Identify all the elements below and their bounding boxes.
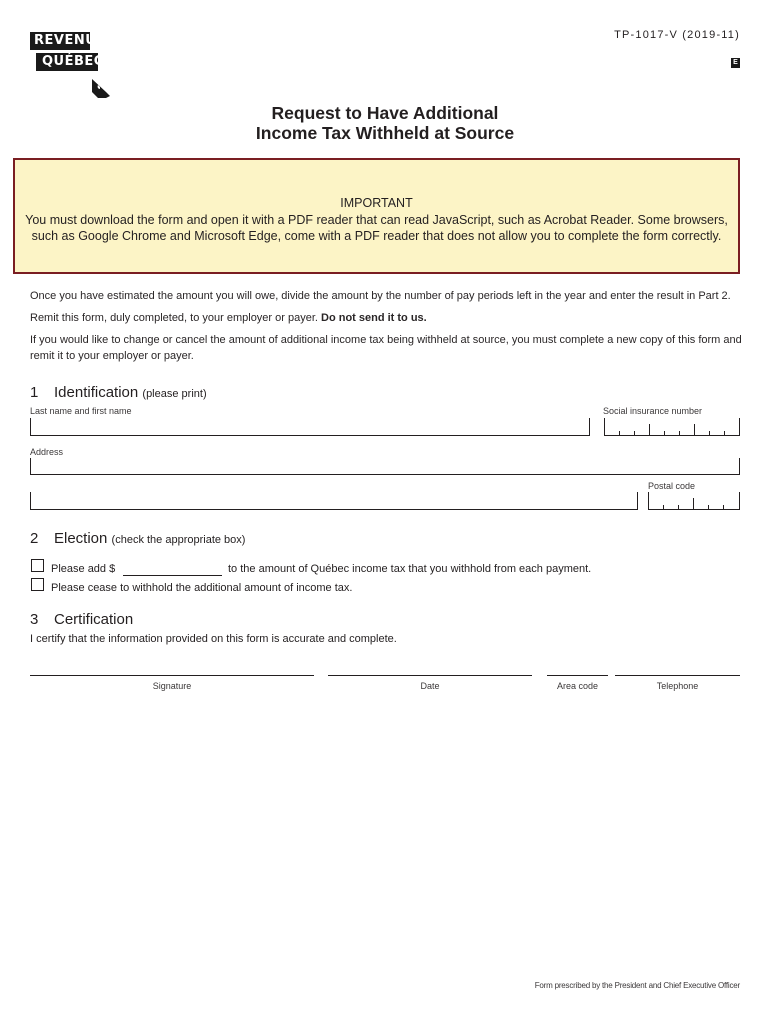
form-number: TP-1017-V (2019-11) — [614, 29, 740, 41]
title-line-1: Request to Have Additional — [271, 103, 499, 123]
instruction-remit-text: Remit this form, duly completed, to your employer or payer. — [30, 312, 322, 324]
sin-field[interactable] — [604, 418, 740, 436]
add-amount-checkbox[interactable] — [31, 559, 44, 572]
page-title — [0, 103, 770, 143]
fleur-de-lis-icon — [92, 70, 114, 98]
logo-revenu: REVENU — [30, 32, 90, 50]
date-field[interactable] — [328, 675, 532, 676]
section-2-number: 2 — [30, 530, 39, 547]
section-1-number: 1 — [30, 384, 39, 401]
telephone-field[interactable] — [615, 675, 740, 676]
add-amount-prefix: Please add $ — [51, 563, 116, 575]
footer-text: Form prescribed by the President and Chief Executive Officer — [534, 981, 740, 990]
date-label: Date — [420, 681, 440, 691]
add-amount-input[interactable] — [123, 575, 222, 576]
add-amount-suffix: to the amount of Québec income tax that you withhold from each payment. — [228, 563, 592, 575]
sin-label: Social insurance number — [603, 406, 703, 416]
title-line-2: Income Tax Withheld at Source — [255, 123, 515, 143]
important-text: You must download the form and open it with a PDF reader that can read JavaScript, such as Acrobat Reader. Some browsers, such as Google Chrome and Microsoft Edge, come with a PDF reader that does not allow you to complete the form correctly. — [25, 213, 728, 243]
address-label: Address — [30, 447, 64, 457]
postal-code-field[interactable] — [648, 492, 740, 510]
section-1-subtitle: (please print) — [142, 388, 207, 400]
name-field[interactable] — [30, 418, 590, 436]
section-1-heading — [30, 384, 207, 401]
section-2-heading — [30, 530, 245, 547]
address-field-line1[interactable] — [30, 458, 740, 475]
section-3-number: 3 — [30, 611, 39, 628]
area-code-label: Area code — [556, 681, 599, 691]
important-heading: IMPORTANT — [340, 196, 413, 210]
instruction-remit — [30, 310, 742, 326]
important-notice — [13, 158, 740, 274]
address-field-line2[interactable] — [30, 492, 638, 510]
certification-statement: I certify that the information provided on this form is accurate and complete. — [30, 633, 397, 645]
postal-code-label: Postal code — [648, 481, 696, 491]
language-badge: E — [731, 58, 740, 68]
logo-quebec: QUÉBEC — [36, 53, 98, 71]
section-2-subtitle: (check the appropriate box) — [111, 534, 246, 546]
section-3-heading — [30, 611, 133, 628]
cease-checkbox[interactable] — [31, 578, 44, 591]
instruction-change: If you would like to change or cancel the amount of additional income tax being withheld at source, you must complete a new copy of this form and remit it to your employer or payer. — [30, 334, 742, 362]
signature-label: Signature — [152, 681, 192, 691]
signature-field[interactable] — [30, 675, 314, 676]
name-label: Last name and first name — [30, 406, 132, 416]
section-2-title: Election — [54, 530, 108, 547]
area-code-field[interactable] — [547, 675, 608, 676]
section-1-title: Identification — [54, 384, 139, 401]
section-3-title: Certification — [54, 611, 134, 628]
telephone-label: Telephone — [656, 681, 699, 691]
instruction-remit-warning: Do not send it to us. — [321, 312, 427, 324]
cease-label: Please cease to withhold the additional amount of income tax. — [51, 582, 353, 594]
instruction-estimate: Once you have estimated the amount you will owe, divide the amount by the number of pay periods left in the year and enter the result in Part 2. — [30, 290, 731, 302]
